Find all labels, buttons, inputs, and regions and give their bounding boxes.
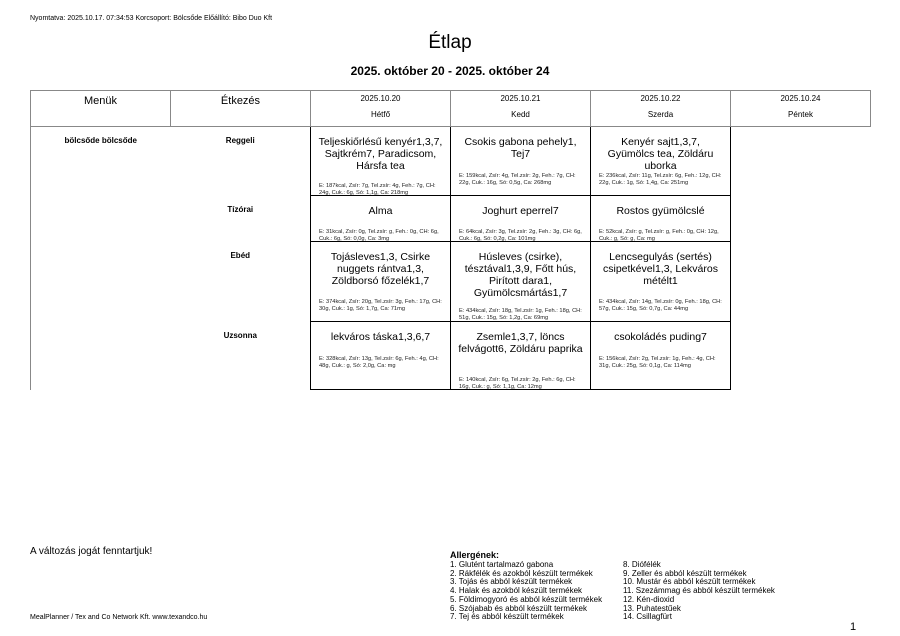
day-weekday: Hétfő [370,110,391,119]
allergen-item: 9. Zeller és abból készült termékek [623,568,747,578]
meal-name: Uzsonna [223,330,257,340]
allergen-item: 10. Mustár és abból készült termékek [623,577,756,587]
allergen-item: 11. Szezámmag és abból készült termékek [623,586,775,596]
allergen-item: 8. Diófélék [623,560,661,569]
header-row [31,91,871,127]
day-weekday: Szerda [647,110,674,119]
dish-text: Húsleves (csirke), tésztával1,3,9, Főtt hús, Pirított dara1, Gyümölcsmártás1,7 [464,251,577,299]
meal-name: Ebéd [230,250,251,260]
nutrition-text: E: 236kcal, Zsír: 11g, Tel.zsír: 6g, Feh.: 12g, CH: 22g, Cuk.: 1g, Só: 1,4g, Ca: 251mg [599,173,722,186]
nutrition-text: E: 159kcal, Zsír: 4g, Tel.zsír: 2g, Feh.: 7g, CH: 22g, Cuk.: 16g, Só: 0,5g, Ca: 268mg [459,173,576,186]
menu-cell [451,242,591,322]
meal-header: Étkezés [171,91,311,127]
dish-text: lekváros táska1,3,6,7 [330,331,431,343]
day-date: 2025.10.21 [500,94,541,103]
allergen-item: 4. Halak és azokból készült termékek [450,586,583,596]
dish-text: Csokis gabona pehely1, Tej7 [464,136,577,160]
dish-text: Kenyér sajt1,3,7, Gyümölcs tea, Zöldáru uborka [607,136,714,172]
day-date: 2025.10.22 [640,94,681,103]
meal-name: Reggeli [225,136,255,145]
menu-cell [451,322,591,390]
menu-cell [311,127,451,196]
nutrition-text: E: 374kcal, Zsír: 20g, Tel.zsír: 3g, Feh.: 17g, CH: 30g, Cuk.: 1g, Só: 1,7g, Ca: 71mg [319,299,442,312]
disclaimer: A változás jogát fenntartjuk! [30,546,153,557]
empty-cell [731,242,871,322]
day-header-monday [311,91,451,127]
menu-name: bölcsőde bölcsőde [31,127,171,390]
day-date: 2025.10.20 [360,94,401,103]
menu-cell [311,322,451,390]
allergen-list-left [450,561,602,622]
allergen-item: 2. Rákfélék és azokból készült termékek [450,568,593,578]
allergen-list-right [623,561,775,622]
nutrition-text: E: 187kcal, Zsír: 7g, Tel.zsír: 4g, Feh.: 7g, CH: 24g, Cuk.: 6g, Só: 1,1g, Ca: 218mg [319,183,436,196]
dish-text: Lencsegulyás (sertés) csipetkével1,3, Lekváros métélt1 [603,251,718,287]
menu-cell [591,242,731,322]
nutrition-text: E: 140kcal, Zsír: 6g, Tel.zsír: 2g, Feh.: 6g, CH: 16g, Cuk.: g, Só: 1,1g, Ca: 12mg [459,377,576,390]
allergen-item: 3. Tojás és abból készült termékek [450,577,573,587]
meal-name: Tízórai [227,204,254,214]
allergen-item: 7. Tej és abból készült termékek [450,612,564,622]
day-weekday: Péntek [788,110,813,119]
nutrition-text: E: 64kcal, Zsír: 3g, Tel.zsír: 2g, Feh.: 3g, CH: 6g, Cuk.: 6g, Só: 0,2g, Ca: 101mg [459,229,582,242]
nutrition-text: E: 434kcal, Zsír: 14g, Tel.zsír: 0g, Feh.: 18g, CH: 57g, Cuk.: 15g, Só: 0,7g, Ca: 44mg [599,299,722,312]
allergen-item: 1. Glutént tartalmazó gabona [450,560,554,569]
menu-cell [591,127,731,196]
menu-cell [311,242,451,322]
dish-text: Tojásleves1,3, Csirke nuggets rántva1,3, Zöldborsó főzelék1,7 [330,251,431,287]
allergen-item: 13. Puhatestűek [623,603,681,613]
dish-text: csokoládés puding7 [614,331,707,343]
nutrition-text: E: 434kcal, Zsír: 18g, Tel.zsír: 1g, Feh.: 18g, CH: 51g, Cuk.: 15g, Só: 1,2g, Ca: 69mg [459,308,582,321]
menu-cell [451,127,591,196]
menu-table [30,90,871,390]
menu-cell [451,196,591,242]
empty-cell [731,196,871,242]
footer-credit: MealPlanner / Tex and Co Network Kft. www.texandco.hu [30,614,208,621]
day-header-wednesday [591,91,731,127]
dish-text: Alma [368,205,393,217]
page-title: Étlap [428,32,472,53]
page-number: 1 [850,621,857,633]
dish-text: Teljeskiőrlésű kenyér1,3,7, Sajtkrém7, Paradicsom, Hársfa tea [318,136,443,172]
dish-text: Zsemle1,3,7, löncs felvágott6, Zöldáru paprika [458,331,583,355]
dish-text: Rostos gyümölcslé [616,205,705,217]
day-header-tuesday [451,91,591,127]
menu-header: Menük [31,91,171,127]
menu-cell [311,196,451,242]
allergen-item: 5. Földimogyoró és abból készült termékek [450,594,603,604]
date-range: 2025. október 20 - 2025. október 24 [350,64,550,78]
menu-cell [591,322,731,390]
menu-cell [591,196,731,242]
day-weekday: Kedd [511,110,530,119]
day-header-friday [731,91,871,127]
empty-cell [731,127,871,196]
empty-cell [731,322,871,390]
print-info: Nyomtatva: 2025.10.17. 07:34:53 Korcsoport: Bölcsőde Előállító: Bibo Duo Kft [30,15,273,22]
nutrition-text: E: 31kcal, Zsír: 0g, Tel.zsír: g, Feh.: 0g, CH: 6g, Cuk.: 6g, Só: 0,0g, Ca: 3mg [319,229,439,242]
nutrition-text: E: 328kcal, Zsír: 13g, Tel.zsír: 6g, Feh.: 4g, CH: 48g, Cuk.: g, Só: 2,0g, Ca: mg [319,356,439,369]
dish-text: Joghurt eperrel7 [482,205,559,217]
meal-row-reggeli [31,127,871,196]
day-date: 2025.10.24 [780,94,821,103]
nutrition-text: E: 156kcal, Zsír: 2g, Tel.zsír: 1g, Feh.: 4g, CH: 31g, Cuk.: 25g, Só: 0,1g, Ca: 114mg [599,356,716,369]
allergen-item: 12. Kén-dioxid [623,594,675,604]
nutrition-text: E: 52kcal, Zsír: g, Tel.zsír: g, Feh.: 0g, CH: 12g, Cuk.: g, Só: g, Ca: mg [599,229,719,242]
allergen-item: 6. Szójabab és abból készült termékek [450,603,587,613]
allergen-item: 14. Csillagfürt [623,612,672,622]
allergen-title: Allergének: [450,550,500,560]
